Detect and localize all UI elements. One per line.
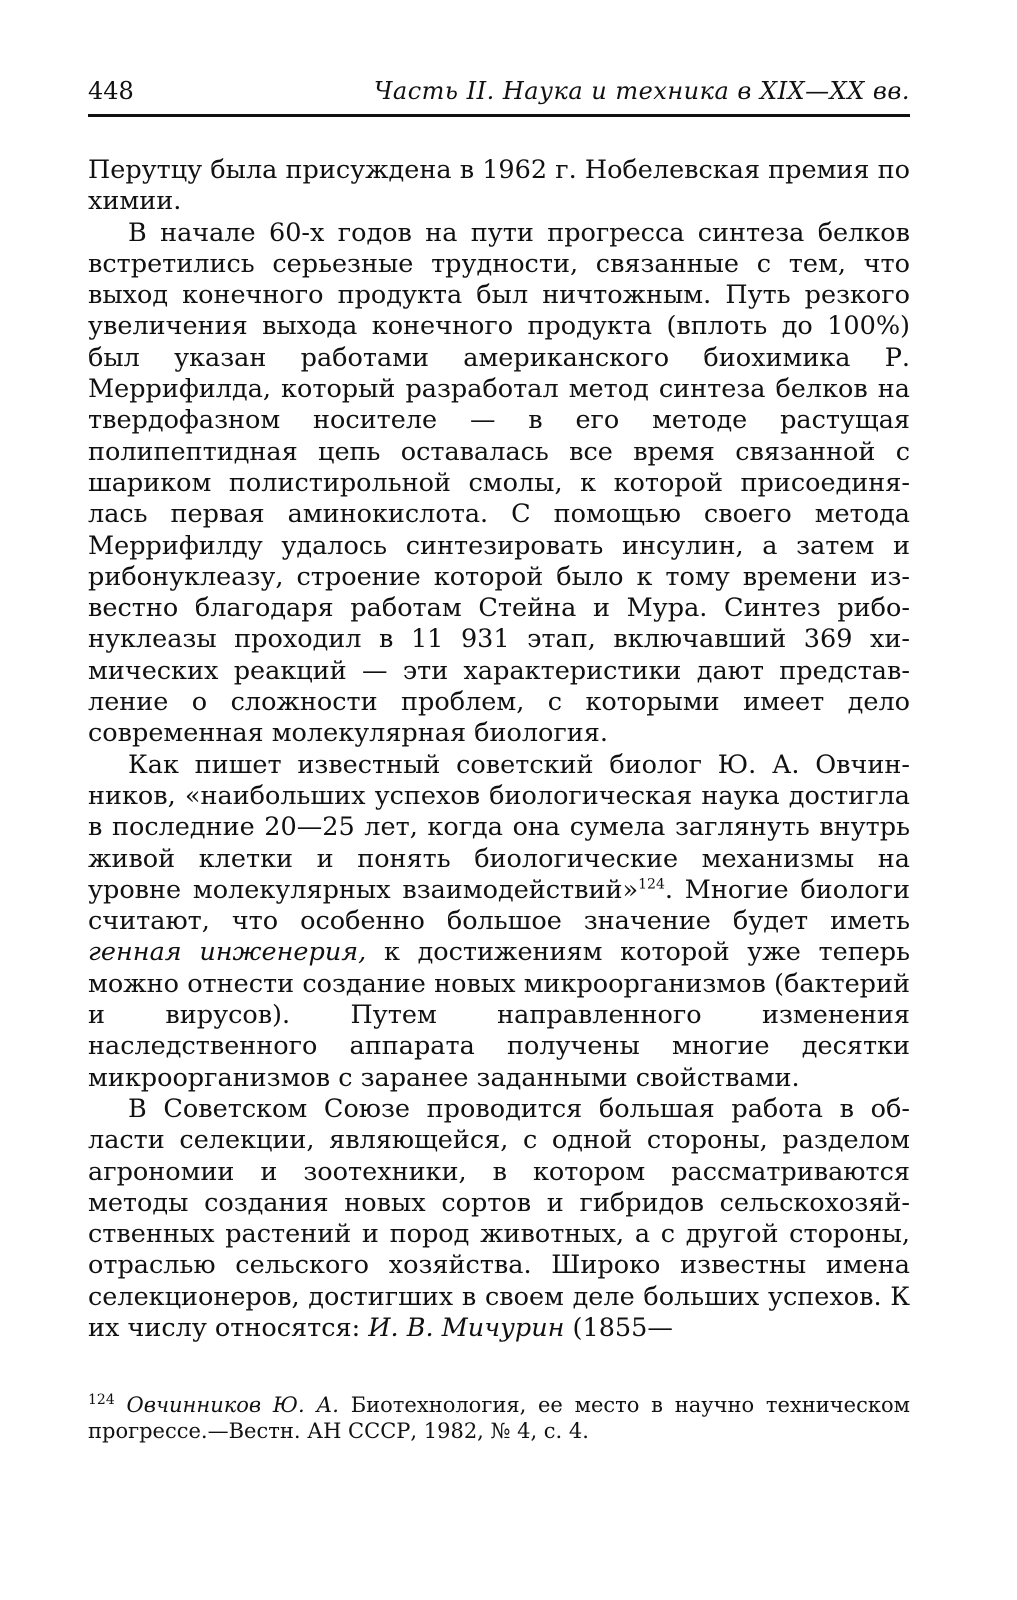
body-text [88,155,910,1344]
text-segment: (1855— [564,1312,673,1343]
paragraph-p3 [88,750,910,1094]
footnote-text: Биотехнология, ее место в научно техническом прогрессе.—Вестн. АН СССР, 1982, № 4, с. 4. [88,1393,910,1444]
running-title: Часть II. Наука и техника в XIX—XX вв. [373,77,910,105]
text-segment: В начале 60-х годов на пути прогресса синтеза белков встретились серьезные трудности, связанные с тем, что выход конечного продукта был ничтожным. Путь резкого увеличения выхода конечного продукта (вплоть до 100%) был указан работами американского биохимика Р. Меррифилда, который разработал метод синтеза белков на твердофазном носителе — в его методе растущая полипептидная цепь оставалась все время связанной с шариком полистирольной смолы, к которой присоединялась первая аминокислота. С помощью своего метода Меррифилду удалось синтезировать инсулин, а затем и рибонуклеазу, строение которой было к тому времени известно благодаря работам Стейна и Мура. Синтез рибонуклеазы проходил в 11 931 этап, включавший 369 химических реакций — эти характеристики дают представление о сложности проблем, с которыми имеет дело современная молекулярная биология. [88,217,910,749]
emphasis-text: И. В. Мичурин [368,1312,565,1343]
page-number: 448 [88,77,134,105]
page-header [88,76,910,110]
text-segment: Перутцу была присуждена в 1962 г. Нобелевская премия по химии. [88,155,910,217]
footnote-author: Овчинников Ю. А. [126,1393,339,1418]
book-page [88,76,910,1444]
text-segment: к достижениям которой уже теперь можно отнести создание новых микроорганизмов (бактерий и вирусов). Путем направленного изменения наследственного аппарата получены многие десятки микроорганизмов с заранее заданными свойствами. [88,937,910,1093]
paragraph-p1 [88,155,910,218]
text-segment: . Многие биологи считают, что особенно большое значение будет иметь [88,874,910,937]
paragraph-p4 [88,1094,910,1344]
footnote [88,1392,910,1444]
text-segment: Как пишет известный советский биолог Ю. А. Овчинников, «наибольших успехов биологическая наука достигла в последние 20—25 лет, когда она сумела заглянуть внутрь живой клетки и понять биологические механизмы на уровне молекулярных взаимодействий» [88,749,910,905]
paragraph-p2 [88,218,910,750]
header-rule [88,114,910,117]
text-segment: В Советском Союзе проводится большая работа в области селекции, являющейся, с одной стороны, разделом агрономии и зоотехники, в котором рассматриваются методы создания новых сортов и гибридов сельскохозяйственных растений и пород животных, а с другой стороны, отраслью сельского хозяйства. Широко известны имена селекционеров, достигших в своем деле больших успехов. К их числу относятся: [88,1093,910,1343]
emphasis-text: генная инженерия, [88,937,367,968]
footnote-ref: 124 [638,876,665,893]
footnote-number: 124 [88,1392,115,1409]
